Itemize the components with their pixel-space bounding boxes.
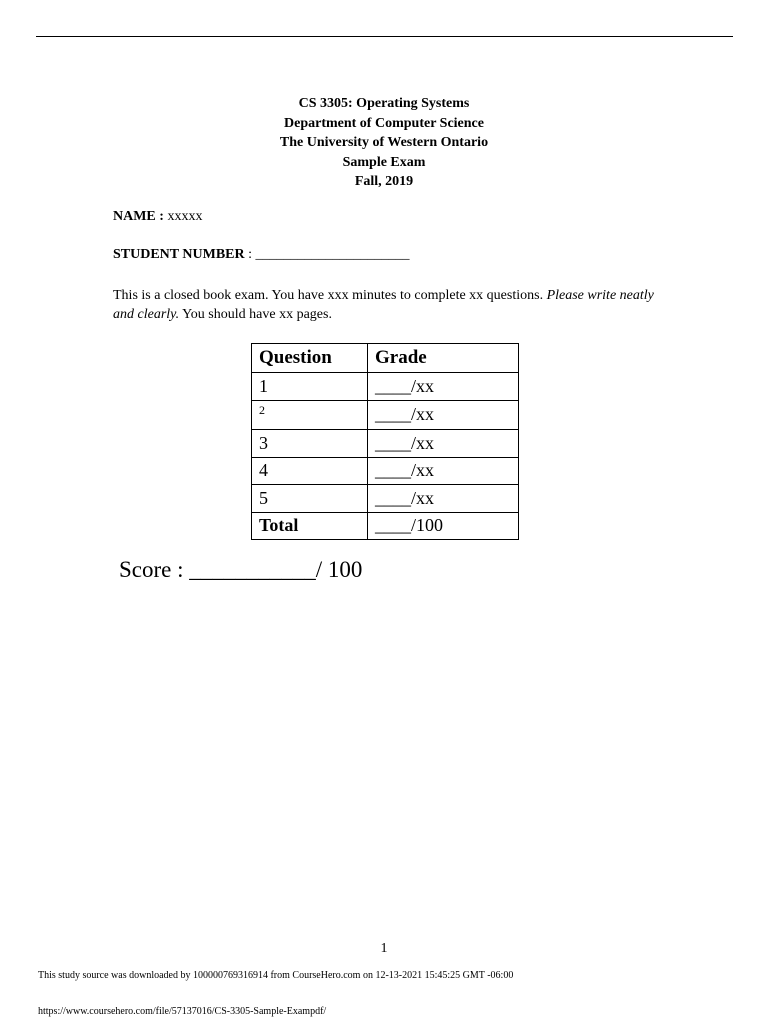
instructions-pages: You should have xx pages.	[179, 307, 332, 322]
grade-cell: ____/xx	[368, 400, 519, 430]
total-label: Total	[252, 512, 368, 540]
header-question: Question	[252, 344, 368, 373]
source-url: https://www.coursehero.com/file/57137016/CS-3305-Sample-Exampdf/	[38, 1006, 327, 1017]
table-row	[252, 400, 519, 430]
table-row	[252, 430, 519, 458]
grade-cell: ____/xx	[368, 457, 519, 485]
grade-table	[251, 343, 519, 540]
question-cell: 3	[252, 430, 368, 458]
university: The University of Western Ontario	[279, 135, 489, 150]
name-label: NAME :	[113, 209, 164, 224]
grade-table-header	[252, 344, 519, 373]
course-title: CS 3305: Operating Systems	[298, 96, 470, 111]
table-row	[252, 373, 519, 401]
grade-cell: ____/xx	[368, 485, 519, 513]
student-number-label: STUDENT NUMBER	[113, 247, 245, 262]
student-number-value: : ______________________	[248, 247, 410, 262]
question-cell: 4	[252, 457, 368, 485]
page-number: 1	[380, 941, 388, 956]
department: Department of Computer Science	[284, 115, 484, 131]
question-cell: 1	[252, 373, 368, 401]
table-row	[252, 485, 519, 513]
total-grade: ____/100	[368, 512, 519, 540]
name-field	[113, 209, 202, 225]
question-cell: 5	[252, 485, 368, 513]
score-line: Score : ___________/ 100	[119, 557, 363, 582]
grade-cell: ____/xx	[368, 430, 519, 458]
question-cell: 2	[252, 400, 368, 430]
total-row	[252, 512, 519, 540]
header-grade: Grade	[368, 344, 519, 373]
top-divider	[36, 36, 733, 37]
table-row	[252, 457, 519, 485]
student-number-field	[113, 247, 410, 263]
exam-type: Sample Exam	[342, 154, 426, 170]
name-value: xxxxx	[167, 209, 203, 224]
exam-instructions	[113, 286, 673, 324]
exam-header	[0, 94, 768, 192]
grade-cell: ____/xx	[368, 373, 519, 401]
instructions-text: This is a closed book exam. You have xxx minutes to complete xx questions.	[113, 288, 547, 303]
download-notice: This study source was downloaded by 100000769316914 from CourseHero.com on 12-13-2021 15:45:25 GMT -06:00	[38, 970, 514, 981]
instructions-italic: Please write neatly and clearly.	[113, 288, 654, 322]
term: Fall, 2019	[354, 174, 414, 189]
